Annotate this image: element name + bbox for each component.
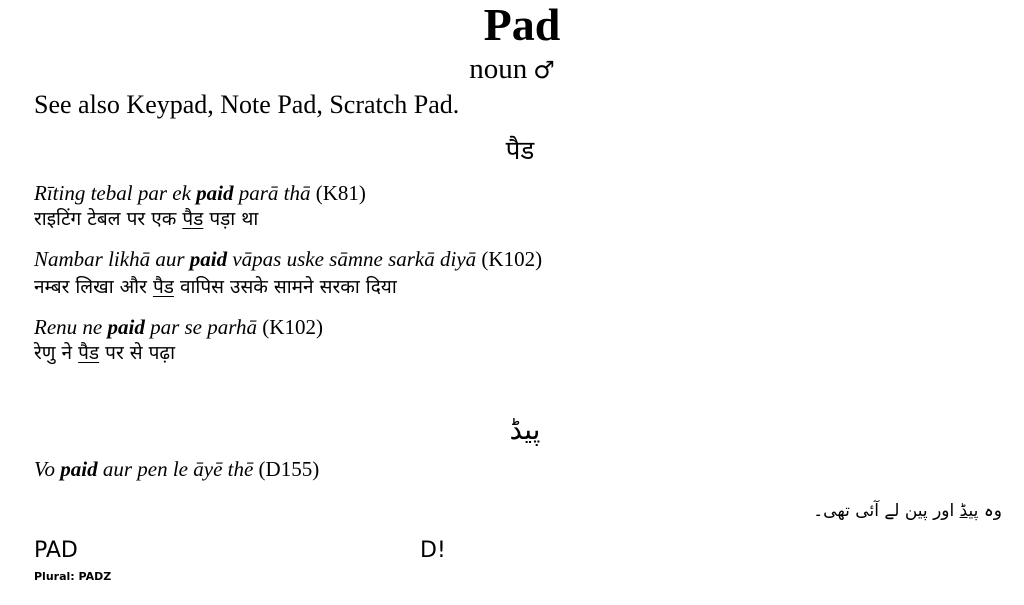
deva-post: पर से पढ़ा: [99, 342, 176, 364]
example-source: (K81): [310, 181, 366, 205]
example-4-urdu: [813, 499, 1002, 523]
deva-post: पड़ा था: [203, 208, 259, 230]
part-of-speech-label: noun: [469, 53, 528, 85]
footer-exclamation: D!: [420, 538, 446, 563]
translit-pre: Renu ne: [34, 315, 108, 339]
deva-post: वापिस उसके सामने सरका दिया: [173, 276, 397, 298]
urdu-pre: وہ: [978, 501, 1002, 521]
example-source: (D155): [253, 457, 320, 481]
translit-post: parā thā: [233, 181, 311, 205]
urdu-heading: پیڈ: [509, 413, 541, 446]
example-3-devanagari: [34, 340, 175, 366]
see-also-line: See also Keypad, Note Pad, Scratch Pad.: [34, 90, 460, 119]
translit-pre: Rīting tebal par ek: [34, 181, 197, 205]
translit-keyword: paid: [60, 457, 98, 481]
deva-pre: राइटिंग टेबल पर एक: [34, 208, 183, 230]
male-gender-icon: ♂: [533, 56, 555, 84]
headword: Pad: [483, 0, 561, 50]
footer-word: PAD: [34, 538, 78, 563]
deva-keyword: पैड: [152, 276, 174, 298]
deva-keyword: पैड: [78, 342, 100, 364]
translit-post: vāpas uske sāmne sarkā diyā: [227, 247, 477, 271]
hindi-heading: पैड: [505, 136, 535, 166]
translit-keyword: paid: [189, 247, 228, 271]
part-of-speech: [0, 52, 1024, 87]
deva-pre: नम्बर लिखा और: [34, 276, 153, 298]
example-2-devanagari: [34, 274, 397, 300]
example-1-transliteration: [34, 180, 366, 206]
translit-keyword: paid: [196, 181, 234, 205]
translit-post: aur pen le āyē thē: [97, 457, 254, 481]
urdu-post: اور پین لے آئی تھی۔: [813, 501, 960, 521]
translit-pre: Nambar likhā aur: [34, 247, 190, 271]
translit-keyword: paid: [107, 315, 145, 339]
deva-pre: रेणु ने: [34, 342, 79, 364]
example-4-transliteration: [34, 456, 319, 482]
translit-pre: Vo: [34, 457, 61, 481]
urdu-keyword: پیڈ: [959, 501, 979, 521]
example-2-transliteration: [34, 246, 542, 272]
translit-post: par se parhā: [144, 315, 258, 339]
footer-plural: Plural: PADZ: [34, 570, 112, 583]
example-source: (K102): [257, 315, 323, 339]
deva-keyword: पैड: [182, 208, 204, 230]
example-3-transliteration: [34, 314, 323, 340]
example-source: (K102): [476, 247, 543, 271]
example-1-devanagari: [34, 206, 258, 232]
